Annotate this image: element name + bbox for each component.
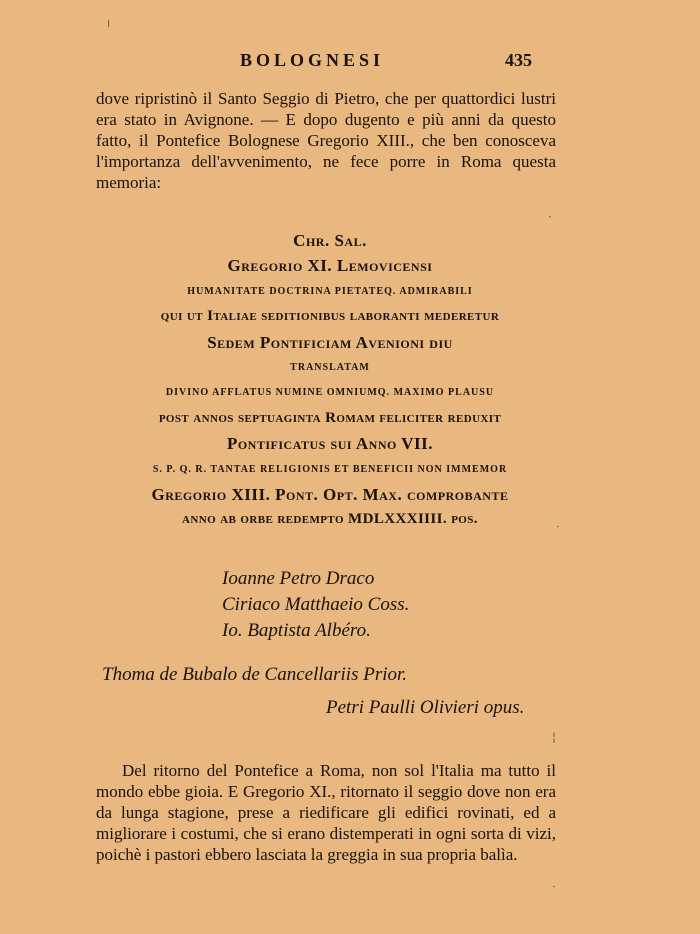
closing-paragraph-block (96, 760, 556, 865)
inscription-line: S. P. Q. R. TANTAE RELIGIONIS ET BENEFICII NON IMMEMOR (152, 463, 508, 475)
magistrate-name: Ioanne Petro Draco (222, 568, 375, 589)
inscription-line: Pontificatus sui Anno VII. (226, 434, 434, 454)
margin-mark: · (556, 520, 560, 534)
running-head: BOLOGNESI (240, 50, 385, 70)
artist-signature: Petri Paulli Olivieri opus. (326, 697, 525, 718)
memorial-inscription (96, 228, 564, 533)
magistrate-name: Ciriaco Matthaeio Coss. (222, 594, 410, 615)
magistrates-list (222, 566, 409, 644)
page-number: 435 (505, 50, 532, 70)
margin-mark: ¦ (552, 730, 557, 744)
inscription-line: TRANSLATAM (290, 361, 370, 373)
margin-mark: ╵ (105, 20, 113, 34)
closing-paragraph: Del ritorno del Pontefice a Roma, non sol l'Italia ma tutto il mondo ebbe gioia. E Gregorio XI., ritornato il seggio dove non era da lunga stagione, prese a riedificare gli edifici rovinati, ed a migliorare i costumi, che si erano distemperati in ogni sorta di vizi, poichè i pastori ebbero lasciata la greggia in sua propria balìa. (96, 761, 556, 864)
inscription-line: Gregorio XI. Lemovicensi (227, 256, 433, 276)
inscription-line: Sedem Pontificiam Avenioni diu (207, 332, 453, 352)
inscription-line: Chr. Sal. (293, 231, 367, 250)
inscription-line: DIVINO AFFLATUS NUMINE OMNIUMQ. MAXIMO PLAUSU (165, 387, 495, 399)
margin-mark: · (548, 210, 552, 224)
intro-paragraph-block (96, 88, 556, 193)
inscription-line: qui ut Italiae seditionibus laboranti mederetur (160, 308, 500, 325)
inscription-line: HUMANITATE DOCTRINA PIETATEQ. ADMIRABILI (187, 285, 473, 297)
magistrate-name: Io. Baptista Albéro. (222, 620, 371, 641)
intro-paragraph: dove ripristinò il Santo Seggio di Pietro, che per quattordici lustri era stato in Avignone. — E dopo dugento e più anni da questo fatto, il Pontefice Bolognese Gregorio XIII., che ben conosceva l'importanza dell'avvenimento, ne fece porre in Roma questa memoria: (96, 89, 556, 192)
inscription-line: post annos septuaginta Romam feliciter reduxit (158, 409, 502, 426)
inscription-line: Gregorio XIII. Pont. Opt. Max. comprobante (151, 484, 509, 504)
inscription-line: anno ab orbe redempto MDLXXXIIII. pos. (182, 511, 478, 528)
page-header (0, 50, 700, 74)
margin-mark: · (552, 880, 556, 894)
prior-line: Thoma de Bubalo de Cancellariis Prior. (102, 664, 408, 685)
